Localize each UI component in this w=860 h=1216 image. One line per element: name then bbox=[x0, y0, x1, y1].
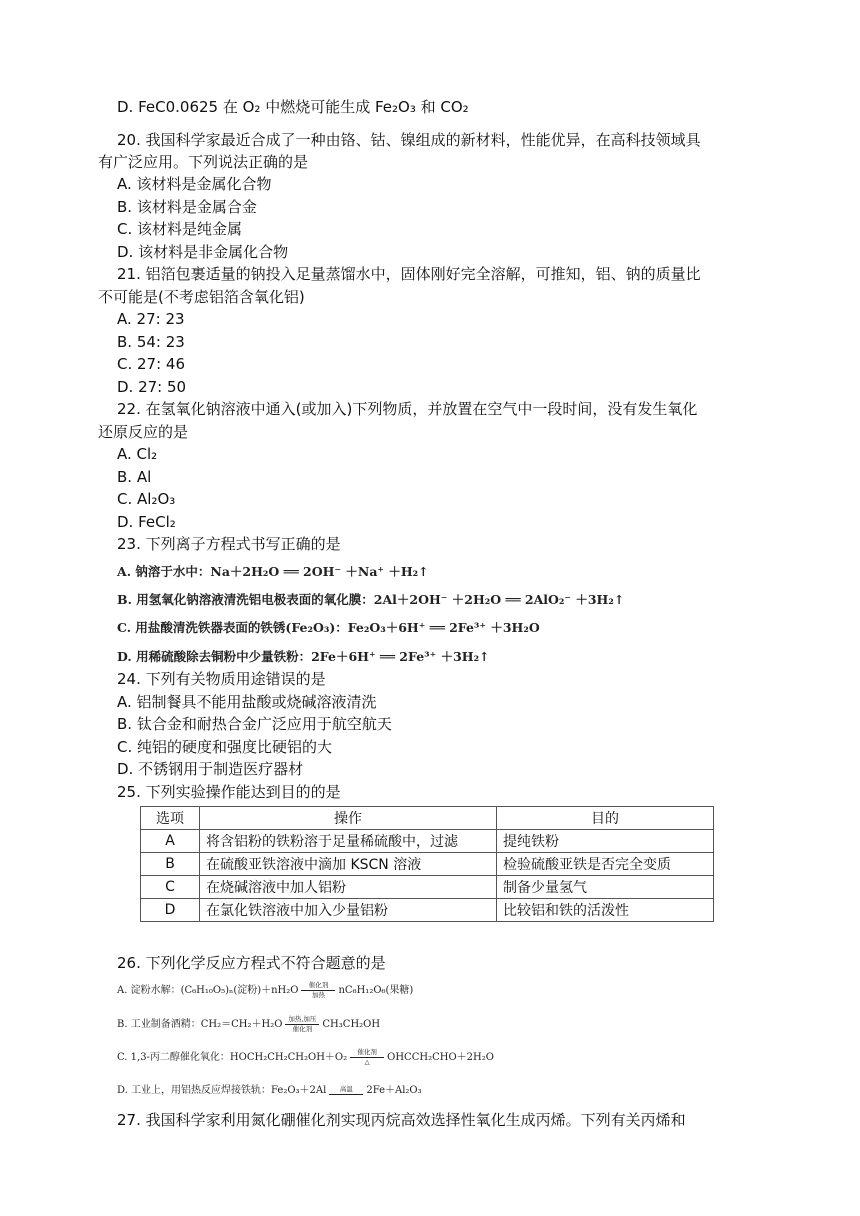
cell-option: A bbox=[141, 830, 200, 853]
arrow-condition-top: 加热,加压 bbox=[288, 1015, 317, 1023]
q26-a-products: nC₆H₁₂O₆(果糖) bbox=[338, 985, 414, 996]
arrow-condition-top: 催化剂 bbox=[357, 1048, 377, 1056]
q24-stem: 24. 下列有关物质用途错误的是 bbox=[117, 670, 326, 688]
q22-option-a: A. Cl₂ bbox=[117, 445, 158, 463]
q20-stem-line2: 有广泛应用。下列说法正确的是 bbox=[98, 153, 309, 171]
header-purpose: 目的 bbox=[497, 807, 714, 830]
q20-option-c: C. 该材料是纯金属 bbox=[117, 220, 243, 238]
q21-option-c: C. 27: 46 bbox=[117, 355, 186, 373]
q21-stem-line1: 21. 铝箔包裹适量的钠投入足量蒸馏水中，固体刚好完全溶解，可推知，铝、钠的质量比 bbox=[117, 265, 701, 283]
q25-stem: 25. 下列实验操作能达到目的的是 bbox=[117, 783, 341, 801]
q23-option-a: A. 钠溶于水中：Na＋2H₂O ══ 2OH⁻ ＋Na⁺ ＋H₂↑ bbox=[117, 564, 429, 579]
cell-purpose: 检验硫酸亚铁是否完全变质 bbox=[497, 853, 714, 876]
reaction-arrow-icon bbox=[282, 1016, 322, 1033]
q21-option-a: A. 27: 23 bbox=[117, 310, 185, 328]
cell-operation: 在烧碱溶液中加人铝粉 bbox=[200, 876, 497, 899]
reaction-arrow-icon bbox=[326, 1086, 366, 1096]
q22-stem-line2: 还原反应的是 bbox=[98, 423, 189, 441]
q20-option-a: A. 该材料是金属化合物 bbox=[117, 175, 272, 193]
q22-option-d: D. FeCl₂ bbox=[117, 513, 176, 531]
q26-option-c bbox=[117, 1047, 494, 1069]
q26-d-products: 2Fe＋Al₂O₃ bbox=[366, 1085, 422, 1096]
q23-stem: 23. 下列离子方程式书写正确的是 bbox=[117, 535, 341, 553]
q22-option-c: C. Al₂O₃ bbox=[117, 490, 176, 508]
q21-option-b: B. 54: 23 bbox=[117, 333, 185, 351]
q26-c-reactants: C. 1,3-丙二醇催化氧化：HOCH₂CH₂CH₂OH＋O₂ bbox=[117, 1052, 348, 1063]
table-row bbox=[141, 899, 714, 922]
q20-stem-line1: 20. 我国科学家最近合成了一种由铬、钴、镍组成的新材料，性能优异，在高科技领域具 bbox=[117, 131, 701, 149]
q22-stem-line1: 22. 在氢氧化钠溶液中通入(或加入)下列物质，并放置在空气中一段时间，没有发生氧化 bbox=[117, 400, 698, 418]
q26-b-products: CH₃CH₂OH bbox=[322, 1019, 381, 1030]
arrow-condition-top: 催化剂 bbox=[308, 981, 329, 989]
q21-stem-line2: 不可能是(不考虑铝箔含氧化铝) bbox=[98, 288, 305, 306]
cell-operation: 将含铝粉的铁粉溶于足量稀硫酸中，过滤 bbox=[200, 830, 497, 853]
q25-table bbox=[140, 806, 714, 922]
q26-d-reactants: D. 工业上，用铝热反应焊接铁轨：Fe₂O₃＋2Al bbox=[117, 1085, 327, 1096]
q23-option-c: C. 用盐酸清洗铁器表面的铁锈(Fe₂O₃)：Fe₂O₃＋6H⁺ ══ 2Fe³⁺ ＋3H₂O bbox=[117, 620, 540, 635]
arrow-condition-bottom: 加热 bbox=[311, 991, 325, 999]
cell-purpose: 比较铝和铁的活泼性 bbox=[497, 899, 714, 922]
q24-option-d: D. 不锈钢用于制造医疗器材 bbox=[117, 760, 304, 778]
table-row bbox=[141, 853, 714, 876]
table-row bbox=[141, 876, 714, 899]
q26-b-reactants: B. 工业制备酒精：CH₂＝CH₂＋H₂O bbox=[117, 1019, 283, 1030]
cell-operation: 在硫酸亚铁溶液中滴加 KSCN 溶液 bbox=[200, 853, 497, 876]
q21-option-d: D. 27: 50 bbox=[117, 378, 187, 396]
q23-option-d: D. 用稀硫酸除去铜粉中少量铁粉：2Fe＋6H⁺ ══ 2Fe³⁺ ＋3H₂↑ bbox=[117, 649, 490, 664]
q26-a-reactants: A. 淀粉水解：(C₆H₁₀O₅)ₙ(淀粉)＋nH₂O bbox=[117, 985, 299, 996]
q24-option-a: A. 铝制餐具不能用盐酸或烧碱溶液清洗 bbox=[117, 693, 377, 711]
q20-option-b: B. 该材料是金属合金 bbox=[117, 198, 257, 216]
cell-purpose: 制备少量氢气 bbox=[497, 876, 714, 899]
reaction-arrow-icon bbox=[298, 982, 338, 999]
cell-option: B bbox=[141, 853, 200, 876]
arrow-condition-top: 高温 bbox=[339, 1084, 353, 1093]
q27-stem: 27. 我国科学家利用氮化硼催化剂实现丙烷高效选择性氧化生成丙烯。下列有关丙烯和 bbox=[117, 1111, 686, 1129]
cell-option: C bbox=[141, 876, 200, 899]
q26-option-a bbox=[117, 980, 413, 1002]
arrow-condition-bottom: 催化剂 bbox=[292, 1025, 313, 1033]
q24-option-b: B. 钛合金和耐热合金广泛应用于航空航天 bbox=[117, 715, 392, 733]
cell-option: D bbox=[141, 899, 200, 922]
q26-stem: 26. 下列化学反应方程式不符合题意的是 bbox=[117, 954, 386, 972]
header-option: 选项 bbox=[141, 807, 200, 830]
cell-operation: 在氯化铁溶液中加入少量铝粉 bbox=[200, 899, 497, 922]
q23-option-b: B. 用氢氧化钠溶液清洗铝电极表面的氧化膜：2Al＋2OH⁻ ＋2H₂O ══ 2AlO₂⁻ ＋3H₂↑ bbox=[117, 592, 625, 607]
q26-option-b bbox=[117, 1014, 380, 1036]
q19-option-d: D. FeC0.0625 在 O₂ 中燃烧可能生成 Fe₂O₃ 和 CO₂ bbox=[117, 98, 469, 116]
q20-option-d: D. 该材料是非金属化合物 bbox=[117, 243, 289, 261]
reaction-arrow-icon bbox=[347, 1049, 387, 1066]
q22-option-b: B. Al bbox=[117, 468, 152, 486]
q26-option-d bbox=[117, 1080, 422, 1102]
header-operation: 操作 bbox=[200, 807, 497, 830]
table-header-row bbox=[141, 807, 714, 830]
cell-purpose: 提纯铁粉 bbox=[497, 830, 714, 853]
arrow-condition-bottom: △ bbox=[364, 1058, 370, 1066]
q26-c-products: OHCCH₂CHO＋2H₂O bbox=[387, 1052, 494, 1063]
q24-option-c: C. 纯铝的硬度和强度比硬铝的大 bbox=[117, 738, 333, 756]
table-row bbox=[141, 830, 714, 853]
